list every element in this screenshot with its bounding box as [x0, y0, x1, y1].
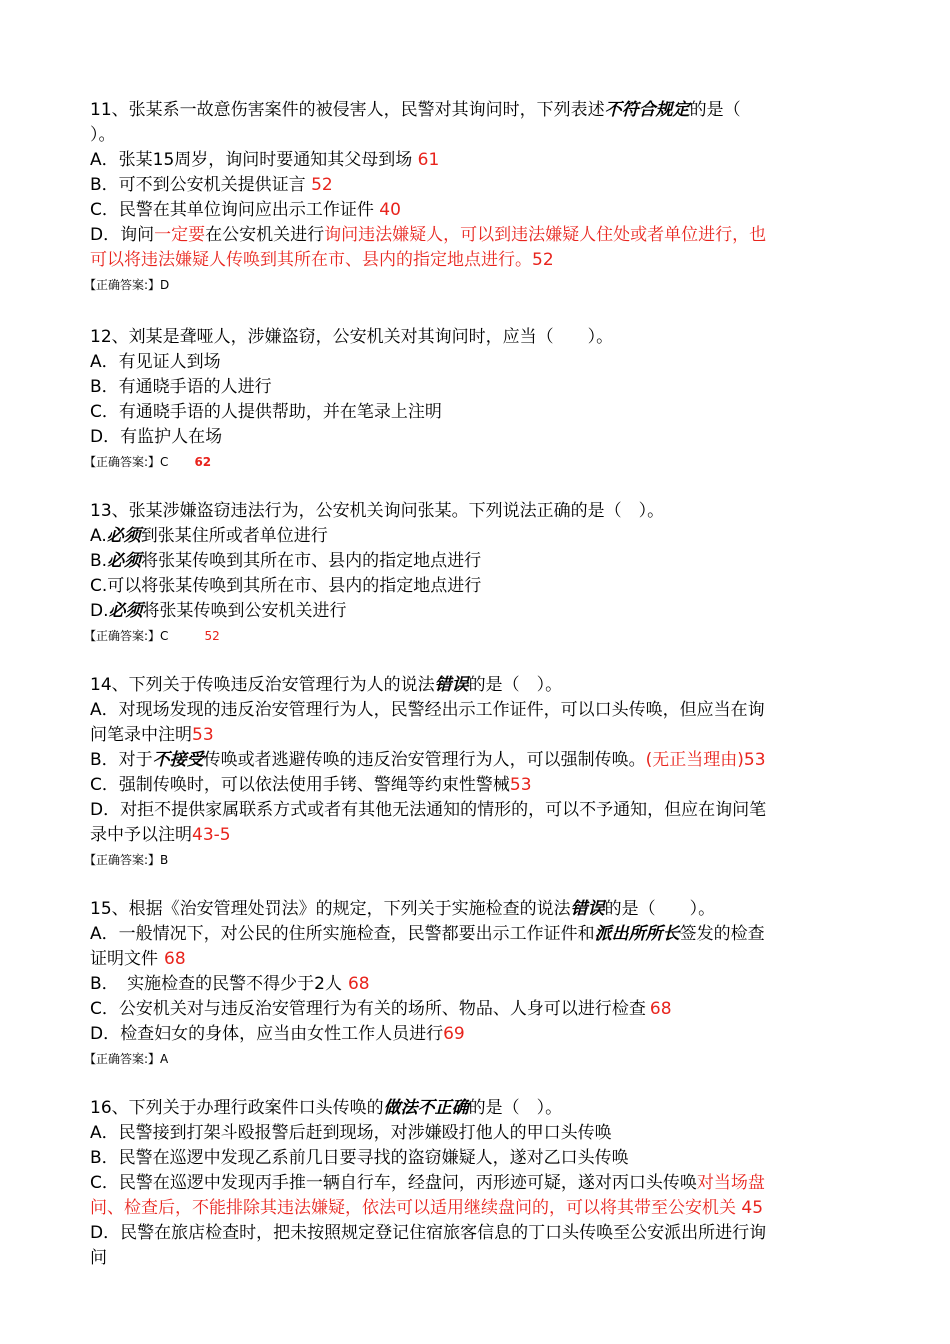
annotation: 一定要: [154, 225, 206, 245]
answer-text: 【正确答案:】B: [84, 853, 169, 867]
option-text: 到张某住所或者单位进行: [140, 526, 328, 546]
option-c-cont: [90, 1196, 870, 1221]
answer: [84, 848, 870, 873]
stem-text-end: 的是（ ）。: [468, 1098, 563, 1118]
option-text: D．询问: [90, 225, 155, 245]
stem-emphasis: 错误: [434, 675, 469, 695]
option-b: [90, 748, 870, 773]
option-text: 将张某传唤到其所在市、县内的指定地点进行: [141, 551, 482, 571]
stem-emphasis: 做法不正确: [383, 1098, 469, 1118]
option-emphasis: 不接受: [152, 750, 204, 770]
option-letter: B.: [90, 551, 108, 571]
option-text-cont: 问: [90, 1248, 107, 1268]
option-b: [90, 1146, 870, 1171]
option-a: [90, 922, 870, 947]
option-d: [90, 1221, 870, 1246]
question-stem: [90, 98, 870, 123]
option-letter: A.: [90, 526, 107, 546]
option-c: [90, 198, 870, 223]
option-text: D．民警在旅店检查时，把未按照规定登记住宿旅客信息的丁口头传唤至公安派出所进行询: [90, 1223, 767, 1243]
option-text-cont: 证明文件: [90, 949, 158, 969]
option-text: D．对拒不提供家属联系方式或者有其他无法通知的情形的，可以不予通知，但应在询问笔: [90, 800, 767, 820]
page-ref: 53: [192, 725, 214, 745]
option-text: A．有见证人到场: [90, 352, 221, 372]
option-text-cont: 传唤或者逃避传唤的违反治安管理行为人，可以强制传唤。: [203, 750, 646, 770]
stem-text: 12、刘某是聋哑人，涉嫌盗窃，公安机关对其询问时，应当（ ）。: [90, 327, 614, 347]
option-d: [90, 798, 870, 823]
option-c: [90, 574, 870, 599]
option-a-cont: [90, 723, 870, 748]
option-text: 将张某传唤到公安机关进行: [142, 601, 347, 621]
page-ref: 43-5: [192, 825, 231, 845]
option-c: [90, 1171, 870, 1196]
option-a: [90, 1121, 870, 1146]
page-ref: 62: [194, 455, 212, 469]
option-text: B．有通晓手语的人进行: [90, 377, 272, 397]
option-d-cont: [90, 823, 870, 848]
page-ref: 61: [417, 150, 440, 170]
option-text: A．张某15周岁，询问时要通知其父母到场: [90, 150, 413, 170]
stem-emphasis: 错误: [570, 899, 605, 919]
option-d-cont: [90, 248, 870, 273]
annotation-note: (无正当理由)53: [645, 750, 766, 770]
page-ref: 68: [649, 999, 672, 1019]
option-c: [90, 773, 870, 798]
stem-text-end: 的是（ ）。: [468, 675, 563, 695]
option-text: D．检查妇女的身体，应当由女性工作人员进行: [90, 1024, 444, 1044]
option-text: B． 实施检查的民警不得少于2人: [90, 974, 342, 994]
answer-text: 【正确答案:】D: [84, 278, 170, 292]
answer: [84, 273, 870, 298]
question-stem: [90, 325, 870, 350]
stem-text-end: 的是（ ）。: [604, 899, 716, 919]
page-ref: 53: [509, 775, 532, 795]
annotation-note-cont: 可以将违法嫌疑人传唤到其所在市、县内的指定地点进行。52: [90, 250, 554, 270]
question-15: [84, 897, 870, 1072]
page-ref: 69: [443, 1024, 465, 1044]
option-text-cont: 录中予以注明: [90, 825, 192, 845]
option-b: [90, 972, 870, 997]
option-text: C．民警在其单位询问应出示工作证件: [90, 200, 374, 220]
stem-text: 16、下列关于办理行政案件口头传唤的: [90, 1098, 384, 1118]
question-11: [84, 98, 870, 298]
question-stem: [90, 897, 870, 922]
question-stem: [90, 673, 870, 698]
option-b: [90, 549, 870, 574]
option-text: A．民警接到打架斗殴报警后赶到现场，对涉嫌殴打他人的甲口头传唤: [90, 1123, 612, 1143]
option-text: C．有通晓手语的人提供帮助，并在笔录上注明: [90, 402, 442, 422]
question-12: [84, 325, 870, 475]
option-a: [90, 148, 870, 173]
stem-text: 11、张某系一故意伤害案件的被侵害人，民警对其询问时，下列表述: [90, 100, 605, 120]
answer: [84, 450, 870, 475]
stem-text: 14、下列关于传唤违反治安管理行为人的说法: [90, 675, 435, 695]
option-a: [90, 524, 870, 549]
option-d: [90, 1022, 870, 1047]
annotation-note: 询问违法嫌疑人，可以到违法嫌疑人住处或者单位进行，也: [324, 225, 767, 245]
answer: [84, 1047, 870, 1072]
option-text: C．公安机关对与违反治安管理行为有关的场所、物品、人身可以进行检查: [90, 999, 646, 1019]
option-a: [90, 698, 870, 723]
option-text-cont: 问笔录中注明: [90, 725, 192, 745]
option-b: [90, 375, 870, 400]
option-text: B．对于: [90, 750, 153, 770]
option-c: [90, 997, 870, 1022]
option-a-cont: [90, 947, 870, 972]
option-text: C．强制传唤时，可以依法使用手铐、警绳等约束性警械: [90, 775, 510, 795]
question-stem: [90, 1096, 870, 1121]
stem-text: 15、根据《治安管理处罚法》的规定，下列关于实施检查的说法: [90, 899, 571, 919]
answer: [84, 624, 870, 649]
page-ref: 40: [379, 200, 401, 220]
stem-text: 13、张某涉嫌盗窃违法行为，公安机关询问张某。下列说法正确的是（ ）。: [90, 501, 665, 521]
answer-text: 【正确答案:】A: [84, 1052, 169, 1066]
option-d: [90, 223, 870, 248]
question-14: [84, 673, 870, 873]
option-emphasis: 必须: [107, 551, 142, 571]
option-text: A．对现场发现的违反治安管理行为人，民警经出示工作证件，可以口头传唤，但应当在询: [90, 700, 765, 720]
page-ref: 52: [311, 175, 333, 195]
stem-emphasis: 不符合规定: [604, 100, 690, 120]
option-text: D．有监护人在场: [90, 427, 223, 447]
annotation-note: 对当场盘: [696, 1173, 765, 1193]
page-ref: 52: [204, 629, 220, 643]
stem-text-end: 的是（: [689, 100, 741, 120]
option-c: [90, 400, 870, 425]
page-ref: 68: [347, 974, 370, 994]
stem-text-close: ）。: [90, 125, 116, 145]
answer-text: 【正确答案:】C: [84, 455, 169, 469]
option-b: [90, 173, 870, 198]
option-text: C.可以将张某传唤到其所在市、县内的指定地点进行: [90, 576, 482, 596]
question-stem-cont: [90, 123, 870, 148]
page-ref: 68: [164, 949, 186, 969]
answer-text: 【正确答案:】C: [84, 629, 169, 643]
option-letter: D.: [90, 601, 109, 621]
option-emphasis: 派出所所长: [594, 924, 680, 944]
option-d-cont: [90, 1246, 870, 1271]
annotation-note-cont: 问、检查后，不能排除其违法嫌疑，依法可以适用继续盘问的，可以将其带至公安机关 45: [90, 1198, 764, 1218]
option-text-cont: 签发的检查: [679, 924, 765, 944]
question-stem: [90, 499, 870, 524]
option-text: A．一般情况下，对公民的住所实施检查，民警都要出示工作证件和: [90, 924, 595, 944]
option-d: [90, 599, 870, 624]
option-text: B．可不到公安机关提供证言: [90, 175, 306, 195]
option-text-cont: 在公安机关进行: [205, 225, 325, 245]
option-a: [90, 350, 870, 375]
option-emphasis: 必须: [106, 526, 141, 546]
option-text: B．民警在巡逻中发现乙系前几日要寻找的盗窃嫌疑人，遂对乙口头传唤: [90, 1148, 629, 1168]
option-emphasis: 必须: [108, 601, 143, 621]
question-16: [90, 1096, 870, 1271]
question-13: [84, 499, 870, 649]
option-d: [90, 425, 870, 450]
option-text: C．民警在巡逻中发现丙手推一辆自行车，经盘问，丙形迹可疑，遂对丙口头传唤: [90, 1173, 697, 1193]
